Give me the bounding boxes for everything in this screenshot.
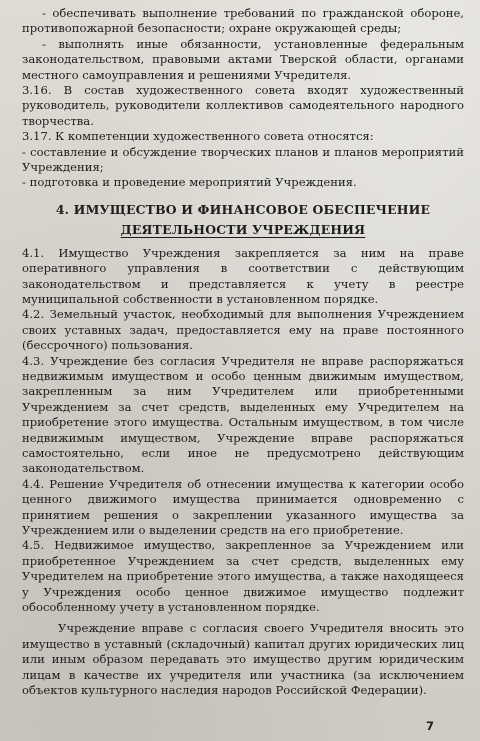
clause-3-16: 3.16. В состав художественного совета входят художественный руководитель, руководители коллективов самодеятельного народного творчества. [22, 83, 464, 128]
clause-4-5: 4.5. Недвижимое имущество, закрепленное за Учреждением или приобретенное Учреждением за счет средств, выделенных ему Учредителем на приобретение этого имущества, а также находящееся у Учреждения особо ценное движимое имущество подлежит обособленному учету в установленном порядке. [22, 538, 464, 615]
clause-3-17-item-plans: - составление и обсуждение творческих планов и планов мероприятий Учреждения; [22, 144, 464, 175]
clause-4-4: 4.4. Решение Учредителя об отнесении имущества к категории особо ценного движимого имущества принимается одновременно с принятием решения о закреплении указанного имущества за Учреждением или о выделении средств на его приобретение. [22, 476, 464, 537]
section-heading-line1: 4. ИМУЩЕСТВО И ФИНАНСОВОЕ ОБЕСПЕЧЕНИЕ [55, 201, 431, 217]
page-body [22, 6, 464, 698]
clause-4-5-contribution: Учреждение вправе с согласия своего Учредителя вносить это имущество в уставный (складочный) капитал других юридических лиц или иным образом передавать это имущество другим юридическим лицам в качестве их учредителя или участника (за исключением объектов культурного наследия народов Российской Федерации). [22, 621, 464, 698]
section-heading-line2: ДЕЯТЕЛЬНОСТИ УЧРЕЖДЕНИЯ [120, 222, 366, 238]
obligation-other-duties: - выполнять иные обязанности, установленные федеральным законодательством, правовыми актами Тверской области, органами местного самоуправления и решениями Учредителя. [22, 36, 464, 82]
clause-4-3: 4.3. Учреждение без согласия Учредителя не вправе распоряжаться недвижимым имуществом и особо ценным движимым имуществом, закрепленным за ним Учредителем или приобретенными Учреждением за счет средств, выделенных ему Учредителем на приобретение этого имущества. Остальным имуществом, в том числе недвижимым имуществом, Учреждение вправе распоряжаться самостоятельно, если иное не предусмотрено действующим законодательством. [22, 353, 464, 476]
clause-4-1: 4.1. Имущество Учреждения закрепляется за ним на праве оперативного управления в соответствии с действующим законодательством и представляется к учету в реестре муниципальной собственности в установленном порядке. [22, 245, 464, 306]
clause-3-17: 3.17. К компетенции художественного совета относятся: [22, 129, 374, 144]
obligation-civil-defense: - обеспечивать выполнение требований по гражданской обороне, противопожарной безопасности; охране окружающей среды; [22, 6, 464, 36]
page-number: 7 [425, 719, 434, 733]
clause-3-17-item-events: - подготовка и проведение мероприятий Учреждения. [22, 175, 357, 190]
clause-4-2: 4.2. Земельный участок, необходимый для выполнения Учреждением своих уставных задач, предоставляется ему на праве постоянного (бессрочного) пользования. [22, 307, 464, 353]
